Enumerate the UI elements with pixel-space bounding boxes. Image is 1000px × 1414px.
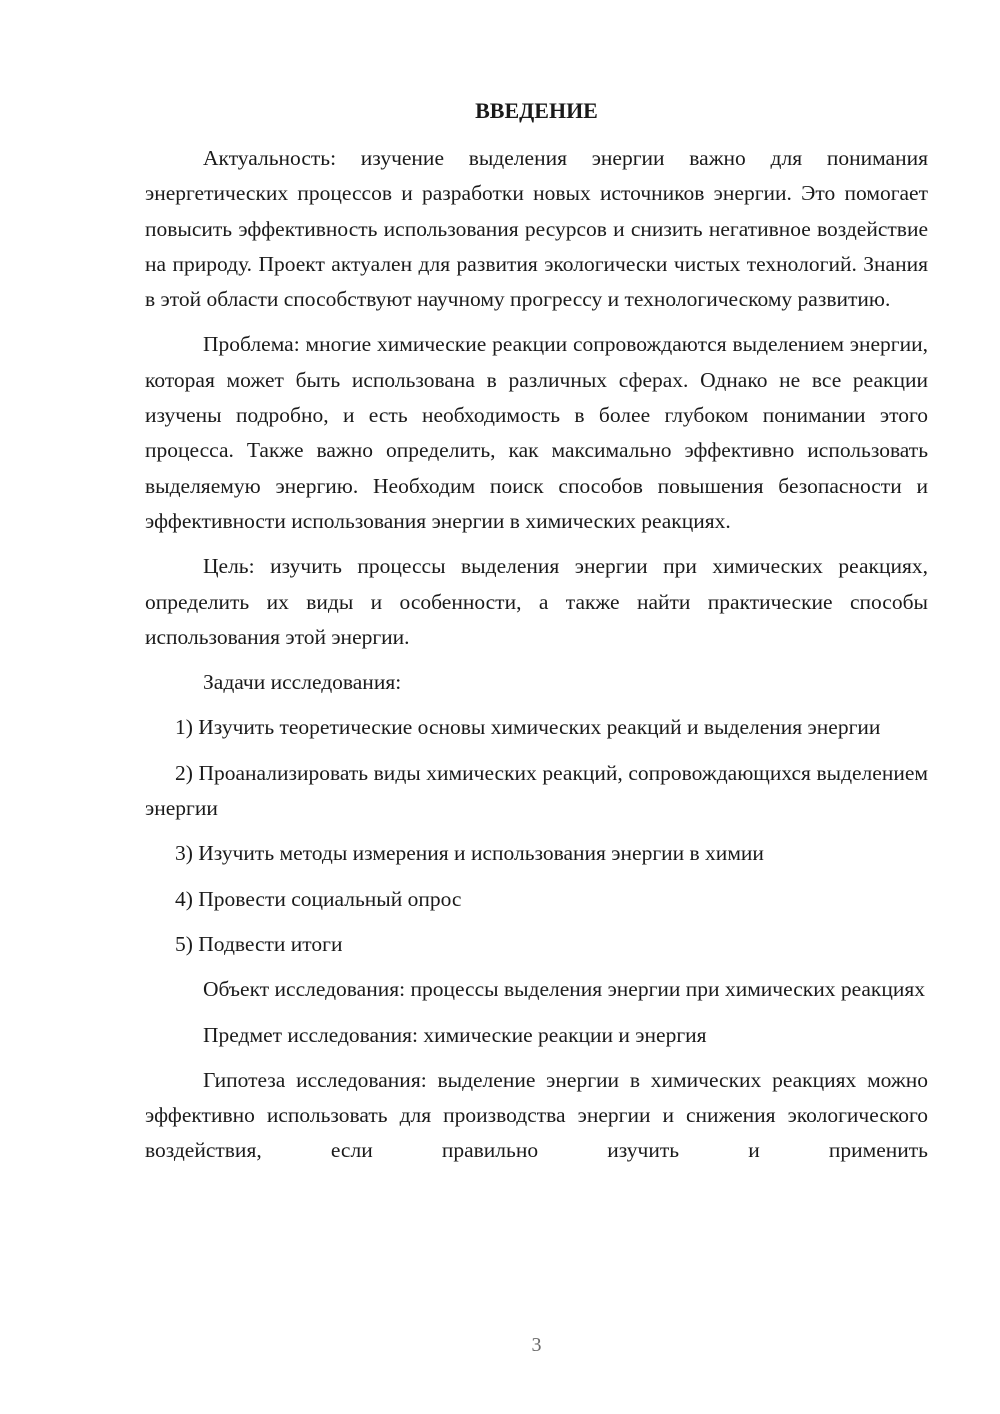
document-body: [145, 141, 928, 1169]
paragraph-problem: Проблема: многие химические реакции сопровождаются выделением энергии, которая может быть использована в различных сферах. Однако не все реакции изучены подробно, и есть необходимость в более глубоком понимании этого процесса. Также важно определить, как максимально эффективно использовать выделяемую энергию. Необходим поиск способов повышения безопасности и эффективности использования энергии в химических реакциях.: [145, 332, 928, 533]
task-item-3: 3) Изучить методы измерения и использования энергии в химии: [175, 841, 764, 866]
task-item-2: 2) Проанализировать виды химических реакций, сопровождающихся выделением энергии: [145, 760, 928, 821]
paragraph-goal: Цель: изучить процессы выделения энергии при химических реакциях, определить их виды и особенности, а также найти практические способы использования этой энергии.: [145, 554, 928, 649]
paragraph-subject: Предмет исследования: химические реакции и энергия: [203, 1022, 707, 1047]
tasks-heading: Задачи исследования:: [203, 670, 402, 695]
paragraph-object: Объект исследования: процессы выделения энергии при химических реакциях: [203, 977, 926, 1002]
task-item-4: 4) Провести социальный опрос: [175, 886, 462, 911]
section-title: ВВЕДЕНИЕ: [475, 98, 598, 123]
task-item-1: 1) Изучить теоретические основы химических реакций и выделения энергии: [175, 715, 881, 740]
task-item-5: 5) Подвести итоги: [175, 931, 343, 956]
paragraph-hypothesis: Гипотеза исследования: выделение энергии в химических реакциях можно эффективно использовать для производства энергии и снижения экологического воздействия, если правильно изучить и применить: [145, 1067, 928, 1163]
document-page: [145, 0, 928, 1414]
page-number: 3: [531, 1334, 542, 1356]
paragraph-relevance: Актуальность: изучение выделения энергии важно для понимания энергетических процессов и разработки новых источников энергии. Это помогает повысить эффективность использования ресурсов и снизить негативное воздействие на природу. Проект актуален для развития экологически чистых технологий. Знания в этой области способствуют научному прогрессу и технологическому развитию.: [145, 146, 928, 312]
